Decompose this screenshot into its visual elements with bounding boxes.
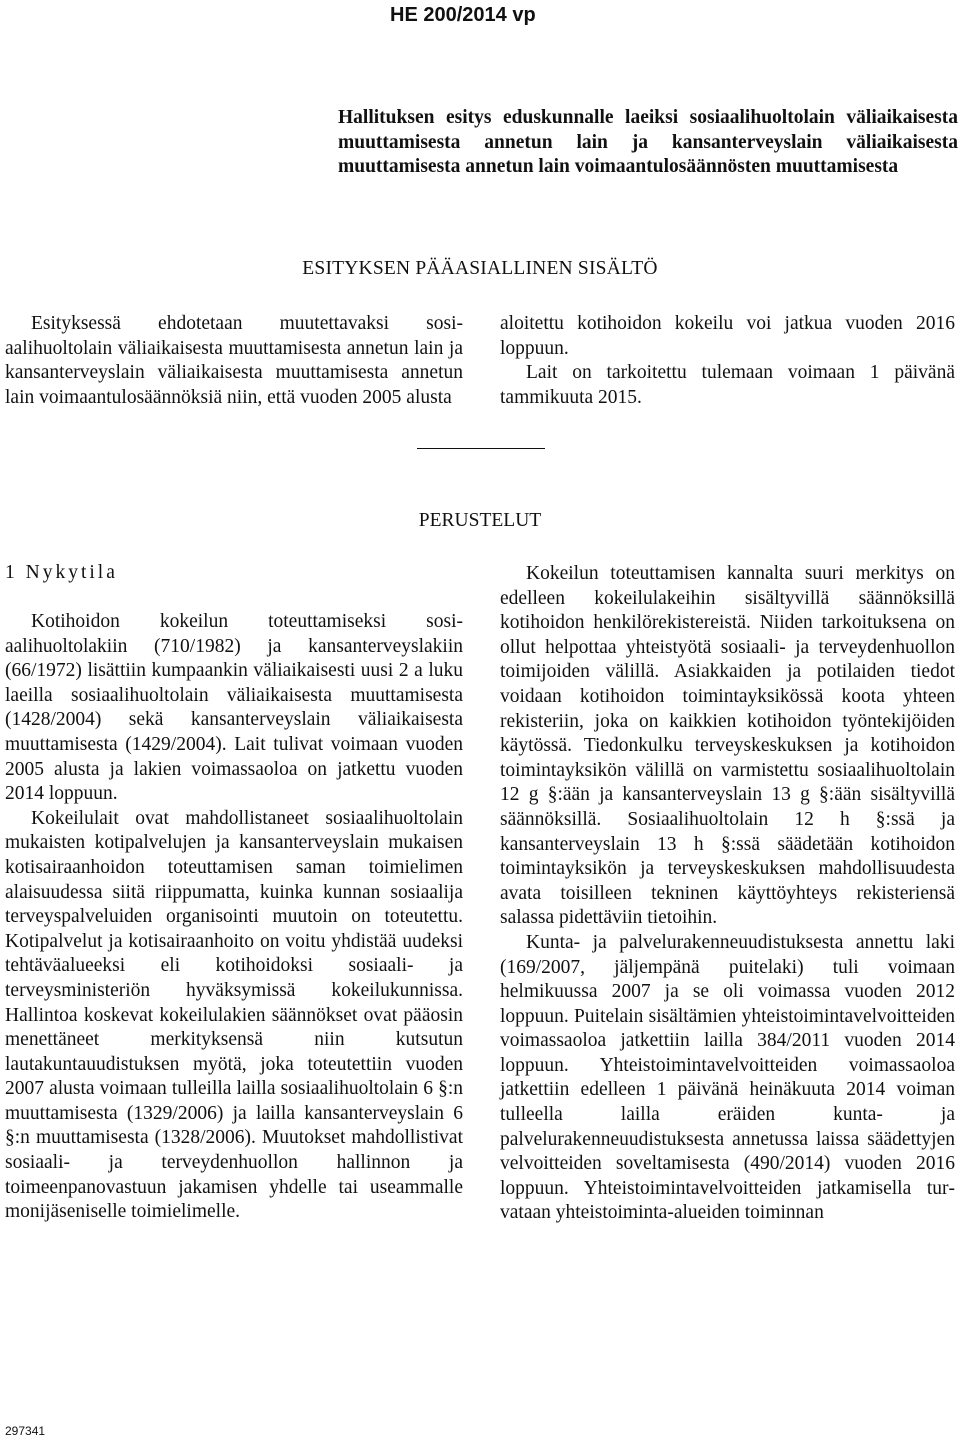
summary-left-column [5,312,463,410]
body-left-paragraph-1: Kotihoidon kokeilun toteuttamiseksi sosiaalihuoltolakiin (710/1982) ja kansanterveyslakiin (66/1972) lisättiin kumpaankin väliaikaisesti uusi 2 a luku laeilla sosiaalihuoltolain väliaikaisesta muuttamisesta (1428/2004) sekä kansanterveyslain väliaikaisesta muuttamisesta (1429/2004). Lait tulivat voimaan vuoden 2005 alusta ja lakien voimassaoloa on jatkettu vuoden 2014 loppuun. [5,611,463,805]
summary-heading: ESITYKSEN PÄÄASIALLINEN SISÄLTÖ [302,258,658,279]
document-id: HE 200/2014 vp [390,4,536,26]
section-heading-nykytila: 1 Nykytila [5,562,118,583]
page-number: 297341 [5,1424,46,1438]
summary-left-paragraph: Esityksessä ehdotetaan muutettavaksi sosiaalihuoltolain väliaikaisesta muuttamisesta annetun lain ja kansanterveyslain väliaikaisesta muuttamisesta annetun lain voimaantulosäännöksiä niin, että vuoden 2005 alusta [5,313,463,408]
document-title: Hallituksen esitys eduskunnalle laeiksi sosiaalihuoltolain väliaikaisesta muuttamisesta annetun lain ja kansanterveyslain väliaikaisesta muuttamisesta annetun lain voimaantulosäännösten muuttamisesta [338,107,958,177]
body-left-paragraph-2: Kokeilulait ovat mahdollistaneet sosiaalihuoltolain mukaisten kotipalvelujen ja kansanterveyslain mukaisen kotisairaanhoidon toteuttamisen saman toimielimen alaisuudessa siitä riippumatta, kuinka kunnan sosiaalija terveyspalveluiden organisointi muutoin on toteutettu. Kotipalvelut ja kotisairaanhoito on voitu yhdistää uudeksi tehtäväalueeksi eli kotihoidoksi sosiaali- ja terveysministeriön hyväksymissä kokeilukunnissa. Hallintoa koskevat kokeilulakien säännökset ovat pääosin menettäneet merkityksensä niin kutsutun lautakuntauudistuksen myötä, joka toteutettiin vuoden 2007 alusta voimaan tulleilla lailla sosiaalihuoltolain 6 §:n muuttamisesta (1329/2006) ja lailla kansanterveyslain 6 §:n muuttamisesta (1328/2006). Muutokset mahdollistivat sosiaali- ja terveydenhuollon hallinnon ja toimeenpanovastuun jakamisen yhdelle tai useammalle monijäseniselle toimielimelle. [5,807,463,1223]
summary-divider [417,448,545,449]
summary-right-paragraph-1: aloitettu kotihoidon kokeilu voi jatkua vuoden 2016 loppuun. [500,313,955,359]
summary-right-paragraph-2: Lait on tarkoitettu tulemaan voimaan 1 päivänä tammikuuta 2015. [500,362,955,408]
perustelut-heading: PERUSTELUT [418,510,542,531]
body-right-column [500,562,955,1226]
body-right-paragraph-2: Kunta- ja palvelurakenneuudistuksesta annettu laki (169/2007, jäljempänä puitelaki) tuli voimaan helmikuussa 2007 ja se oli voimassa vuoden 2012 loppuun. Puitelain sisältämien yhteistoimintavelvoitteiden voimassaoloa jatkettiin lailla 384/2011 vuoden 2014 loppuun. Yhteistoimintavelvoitteiden voimassaoloa jatkettiin edelleen 1 päivänä heinäkuuta 2014 voiman tulleella lailla eräiden kunta- ja palvelurakenneuudistuksesta annetussa laissa säädettyjen velvoitteiden soveltamisesta (490/2014) vuoden 2016 loppuun. Yhteistoimintavelvoitteiden jatkamisella turvataan yhteistoiminta-alueiden toiminnan [500,931,955,1224]
body-right-paragraph-1: Kokeilun toteuttamisen kannalta suuri merkitys on edelleen kokeilulakeihin sisältyvillä säännöksillä kotihoidon henkilörekistereistä. Niiden tarkoituksena on ollut helpottaa yhteistyötä sosiaali- ja terveydenhuollon toimijoiden välillä. Asiakkaiden ja potilaiden tiedot voidaan kotihoidon toimintayksikössä koota yhteen rekisteriin, joka on kaikkien kotihoidon työntekijöiden käytössä. Tiedonkulku terveyskeskuksen ja kotihoidon toimintayksikön välillä on varmistettu sosiaalihuoltolain 12 g §:ään ja kansanterveyslain 13 g §:ään sisältyvillä säännöksillä. Sosiaalihuoltolain 12 h §:ssä ja kansanterveyslain 13 h §:ssä säädetään kotihoidon toimintayksikön ja terveyskeskuksen mahdollisuudesta avata toisilleen tekninen käyttöyhteys rekisteriensä salassa pidettäviin tietoihin. [500,563,955,929]
summary-right-column [500,312,955,410]
body-left-column [5,610,463,1225]
